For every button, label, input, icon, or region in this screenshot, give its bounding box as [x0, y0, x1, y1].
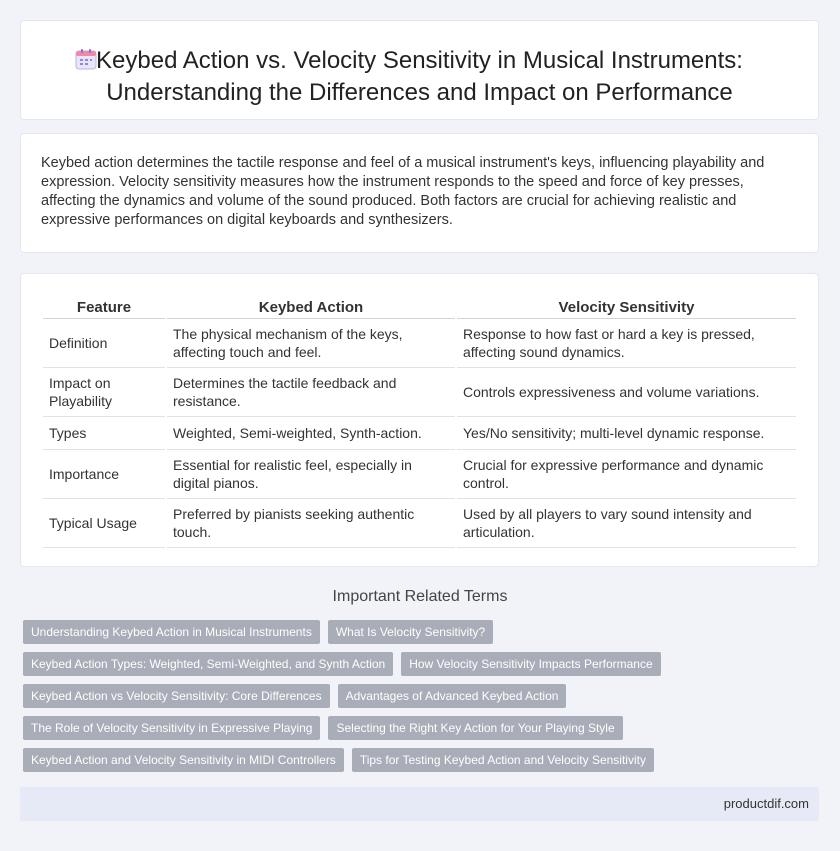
table-row — [43, 499, 796, 548]
table-cell: Importance — [43, 450, 165, 499]
table-cell: Impact on Playability — [43, 368, 165, 417]
footer-site-name: productdif.com — [723, 796, 809, 811]
table-cell: Response to how fast or hard a key is pressed, affecting sound dynamics. — [457, 319, 796, 368]
table-cell: Definition — [43, 319, 165, 368]
related-term-tag[interactable]: Keybed Action Types: Weighted, Semi-Weighted, and Synth Action — [23, 652, 393, 676]
page-title: Keybed Action vs. Velocity Sensitivity in Musical Instruments: Understanding the Differences and Impact on Performance — [96, 47, 743, 106]
table-cell: Determines the tactile feedback and resistance. — [167, 368, 455, 417]
tag-row — [23, 620, 703, 644]
table-row — [43, 319, 796, 368]
related-term-tag[interactable]: The Role of Velocity Sensitivity in Expressive Playing — [23, 716, 320, 740]
comparison-table-card — [20, 273, 819, 567]
tag-row — [23, 684, 703, 708]
related-term-tag[interactable]: Understanding Keybed Action in Musical Instruments — [23, 620, 320, 644]
tag-row — [23, 716, 703, 740]
table-row — [43, 417, 796, 450]
table-cell: Weighted, Semi-weighted, Synth-action. — [167, 417, 455, 450]
column-header-velocity-sensitivity: Velocity Sensitivity — [457, 296, 796, 319]
table-row — [43, 450, 796, 499]
table-cell: The physical mechanism of the keys, affecting touch and feel. — [167, 319, 455, 368]
related-term-tag[interactable]: Keybed Action and Velocity Sensitivity in MIDI Controllers — [23, 748, 344, 772]
table-row — [43, 368, 796, 417]
title-card — [20, 20, 819, 120]
related-term-tag[interactable]: How Velocity Sensitivity Impacts Performance — [401, 652, 660, 676]
related-terms-tags — [23, 620, 703, 780]
table-cell: Types — [43, 417, 165, 450]
table-header-row — [43, 296, 796, 319]
table-cell: Crucial for expressive performance and dynamic control. — [457, 450, 796, 499]
table-cell: Essential for realistic feel, especially in digital pianos. — [167, 450, 455, 499]
tag-row — [23, 652, 703, 676]
table-cell: Used by all players to vary sound intensity and articulation. — [457, 499, 796, 548]
table-cell: Preferred by pianists seeking authentic touch. — [167, 499, 455, 548]
related-term-tag[interactable]: What Is Velocity Sensitivity? — [328, 620, 493, 644]
table-cell: Controls expressiveness and volume variations. — [457, 368, 796, 417]
related-term-tag[interactable]: Selecting the Right Key Action for Your Playing Style — [328, 716, 622, 740]
related-term-tag[interactable]: Keybed Action vs Velocity Sensitivity: Core Differences — [23, 684, 330, 708]
comparison-table — [41, 296, 798, 548]
table-cell: Yes/No sensitivity; multi-level dynamic response. — [457, 417, 796, 450]
intro-paragraph: Keybed action determines the tactile response and feel of a musical instrument's keys, influencing playability and expression. Velocity sensitivity measures how the instrument responds to the speed and force of key presses, affecting the dynamics and volume of the sound produced. Both factors are crucial for achieving realistic and expressive performances on digital keyboards and synthesizers. — [41, 155, 765, 228]
related-terms-heading: Important Related Terms — [332, 588, 508, 605]
table-cell: Typical Usage — [43, 499, 165, 548]
column-header-feature: Feature — [43, 296, 165, 319]
footer — [20, 787, 819, 821]
tag-row — [23, 748, 703, 772]
related-term-tag[interactable]: Tips for Testing Keybed Action and Velocity Sensitivity — [352, 748, 654, 772]
related-term-tag[interactable]: Advantages of Advanced Keybed Action — [338, 684, 567, 708]
column-header-keybed-action: Keybed Action — [167, 296, 455, 319]
intro-card — [20, 133, 819, 253]
